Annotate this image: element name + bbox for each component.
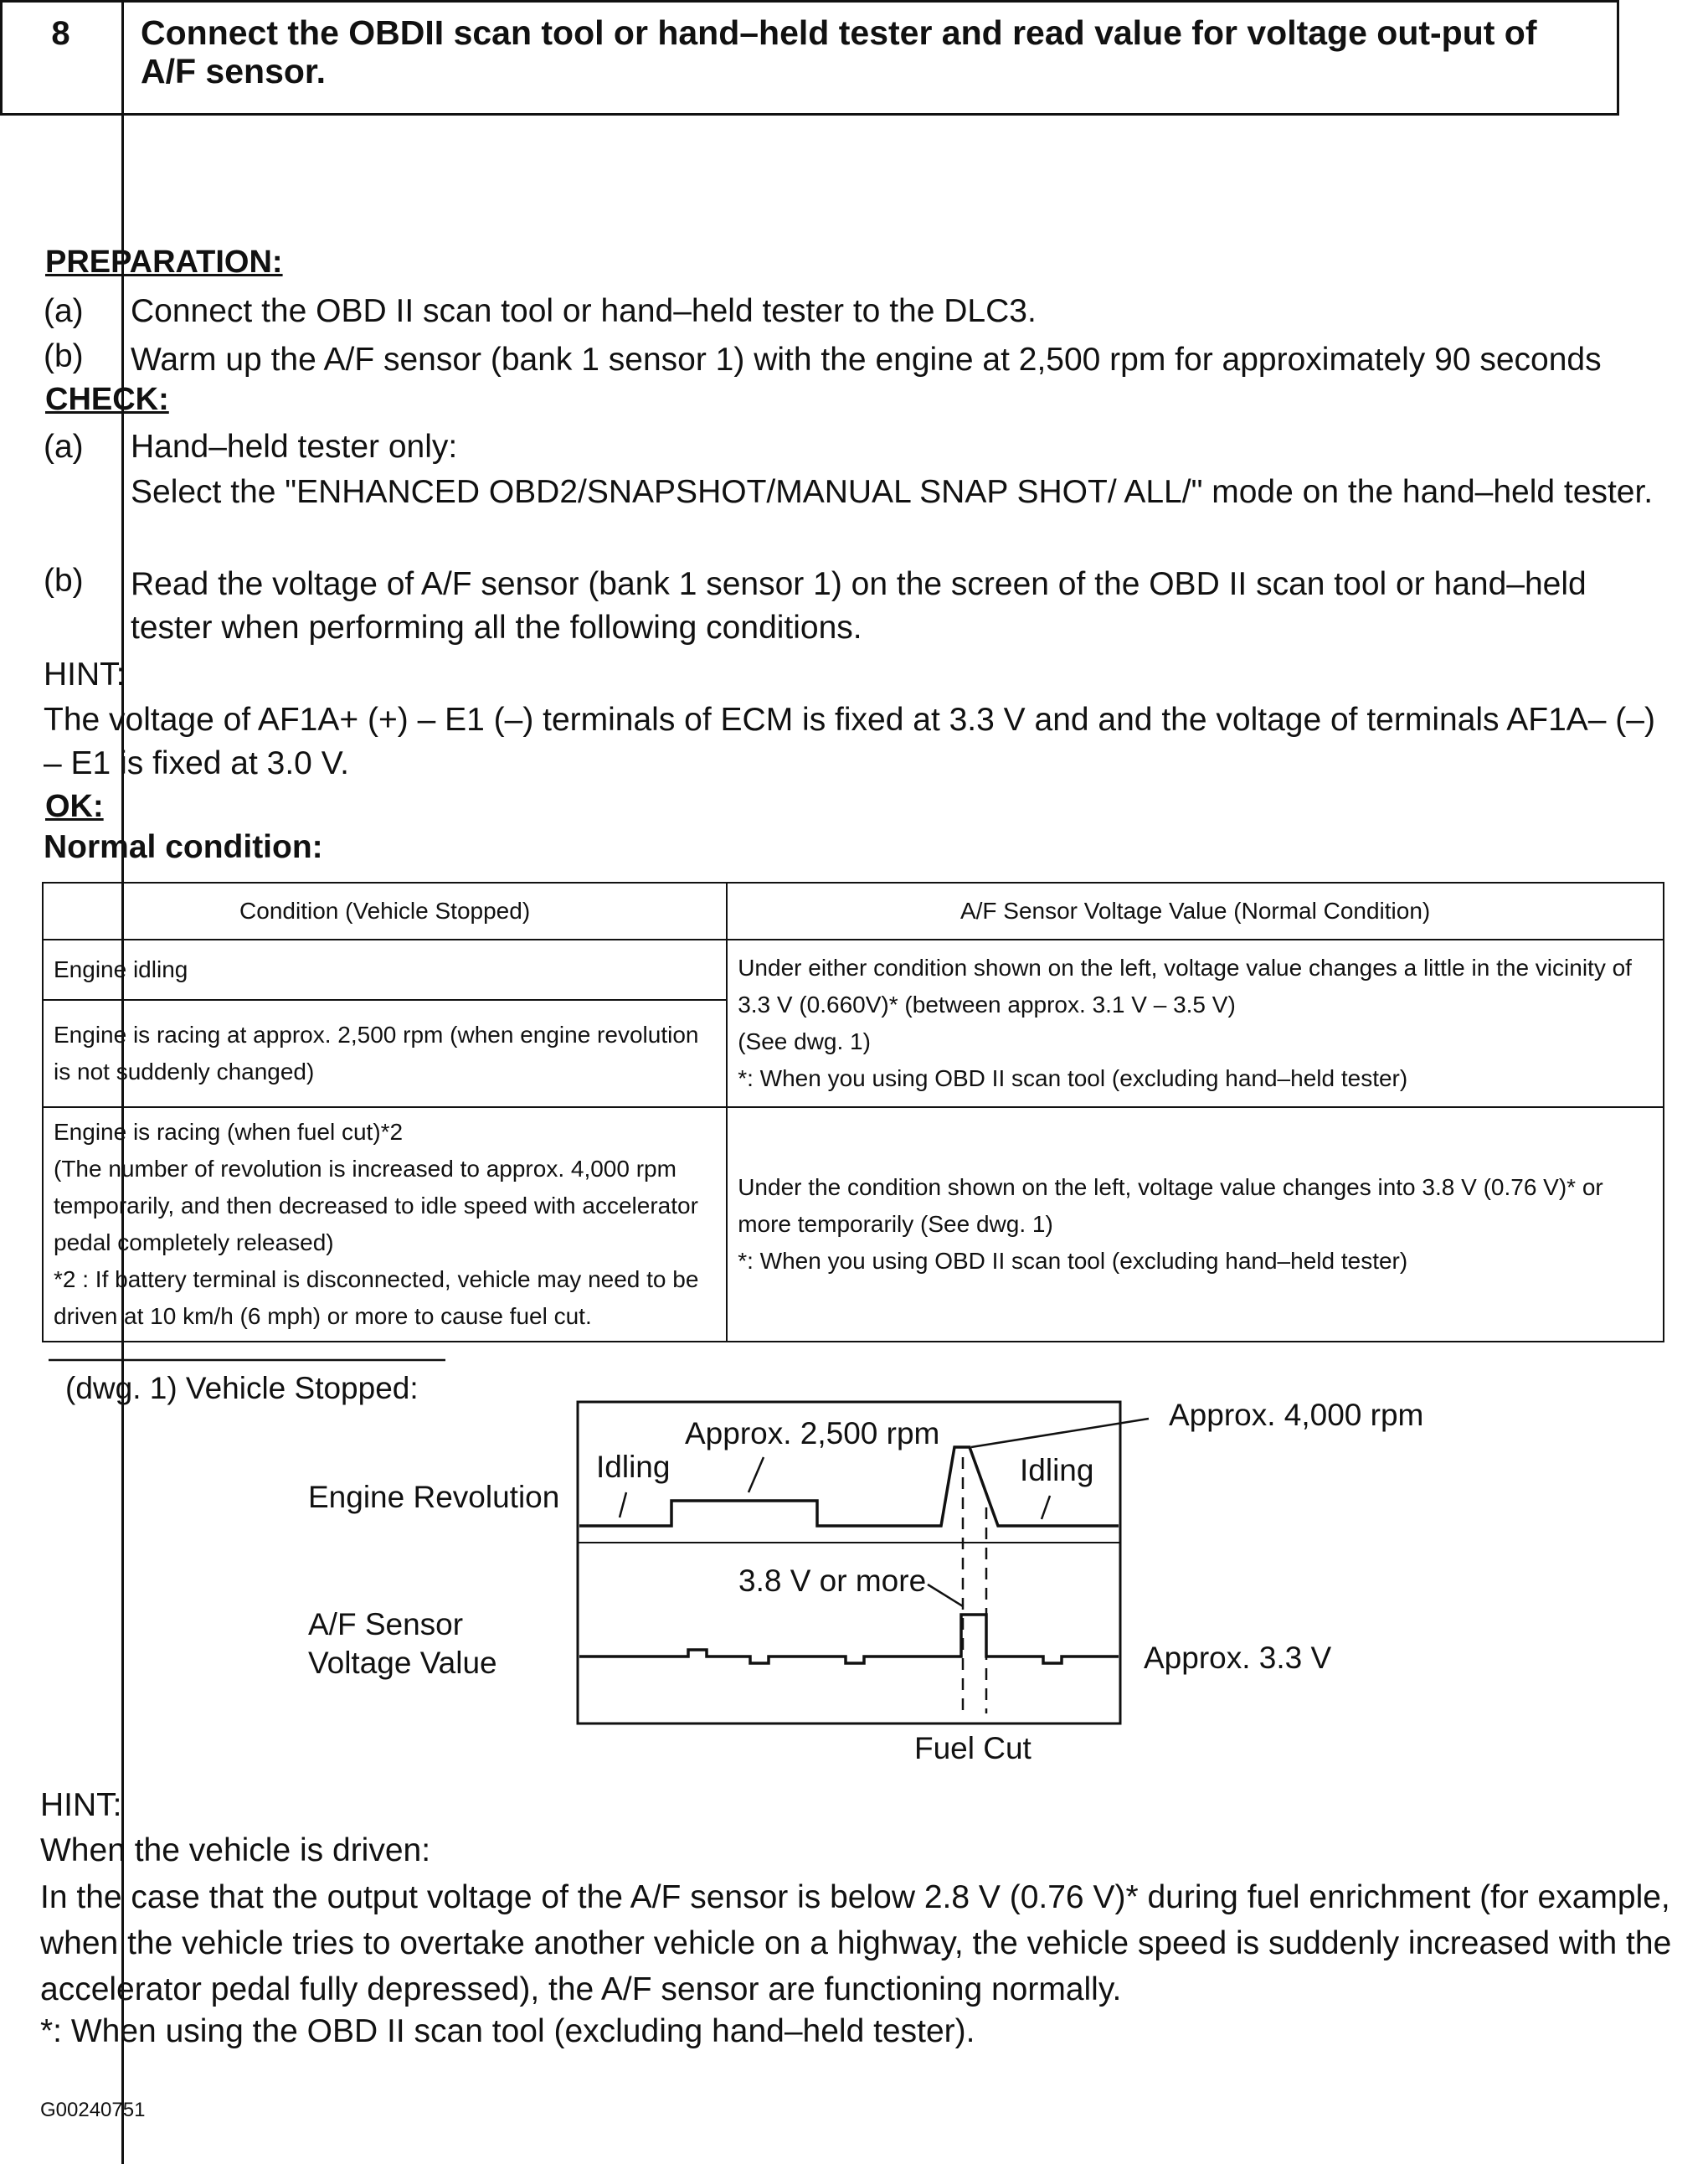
document-id: G00240751	[40, 2099, 146, 2121]
fuel-cut-label: Fuel Cut	[914, 1731, 1031, 1765]
drawing-1	[0, 1340, 1708, 1775]
af-voltage-label: Voltage Value	[308, 1646, 497, 1680]
leader-2500rpm	[749, 1457, 764, 1492]
normal-condition-heading: Normal condition:	[44, 829, 323, 865]
hint2-footnote: *: When using the OBD II scan tool (excluding hand–held tester).	[40, 2013, 975, 2049]
value-line: Under the condition shown on the left, voltage value changes into 3.8 V (0.76 V)* or more temporarily (See dwg. 1)	[738, 1174, 1603, 1237]
voltage-3-8-label: 3.8 V or more	[738, 1564, 927, 1598]
rpm-4000-label: Approx. 4,000 rpm	[1169, 1398, 1424, 1432]
idling-left-label: Idling	[596, 1450, 671, 1484]
check-a-text: Hand–held tester only:	[131, 429, 458, 465]
table-row	[43, 940, 1664, 1000]
condition-line: Engine is racing (when fuel cut)*2	[54, 1119, 404, 1145]
step-title: Connect the OBDII scan tool or hand–held tester and read value for voltage out-put of A/F sensor.	[141, 13, 1537, 90]
value-line: (See dwg. 1)	[738, 1028, 871, 1054]
engine-revolution-label: Engine Revolution	[308, 1480, 560, 1514]
check-b-label: (b)	[44, 563, 84, 599]
hint1-text: The voltage of AF1A+ (+) – E1 (–) terminals of ECM is fixed at 3.3 V and and the voltage of terminals AF1A– (–) – E1 is fixed at 3.0 V.	[44, 702, 1655, 781]
table-row	[43, 1107, 1664, 1342]
step-number: 8	[0, 0, 124, 2164]
prep-a-text: Connect the OBD II scan tool or hand–held tester to the DLC3.	[131, 293, 1037, 329]
table-cell-condition: Engine is racing at approx. 2,500 rpm (when engine revolution is not suddenly changed)	[43, 1000, 727, 1107]
leader-idling-right	[1042, 1496, 1050, 1519]
ok-heading: OK:	[45, 789, 104, 824]
condition-line: (The number of revolution is increased to approx. 4,000 rpm temporarily, and then decreased to idle speed with accelerator pedal completely released)	[54, 1156, 698, 1255]
leader-4000rpm	[971, 1419, 1149, 1447]
leader-idling-left	[620, 1492, 626, 1517]
value-line: *: When you using OBD II scan tool (excluding hand–held tester)	[738, 1065, 1408, 1091]
drawing-caption: (dwg. 1) Vehicle Stopped:	[65, 1371, 419, 1405]
condition-line: *2 : If battery terminal is disconnected, vehicle may need to be driven at 10 km/h (6 mph) or more to cause fuel cut.	[54, 1266, 699, 1329]
table-cell-value	[727, 940, 1664, 1107]
table-header-row	[43, 883, 1664, 940]
value-line: *: When you using OBD II scan tool (excluding hand–held tester)	[738, 1248, 1408, 1274]
leader-3-8v	[928, 1584, 963, 1606]
check-b-text: Read the voltage of A/F sensor (bank 1 sensor 1) on the screen of the OBD II scan tool or hand–held tester when performing all the following conditions.	[131, 566, 1587, 646]
preparation-heading: PREPARATION:	[45, 245, 283, 280]
condition-table	[42, 882, 1664, 1342]
idling-right-label: Idling	[1020, 1453, 1094, 1487]
hint2-heading: HINT:	[40, 1787, 122, 1823]
table-cell-condition: Engine idling	[43, 940, 727, 1000]
af-voltage-trace	[579, 1615, 1119, 1663]
hint2-line1: When the vehicle is driven:	[40, 1832, 431, 1868]
value-line: Under either condition shown on the left, voltage value changes a little in the vicinity of 3.3 V (0.660V)* (between approx. 3.1 V – 3.5 V)	[738, 955, 1632, 1018]
af-sensor-label: A/F Sensor	[308, 1607, 464, 1641]
step-header-box	[0, 0, 1619, 116]
check-heading: CHECK:	[45, 382, 169, 417]
prep-a-label: (a)	[44, 293, 84, 329]
table-cell-condition	[43, 1107, 727, 1342]
check-a-label: (a)	[44, 429, 84, 465]
rpm-2500-label: Approx. 2,500 rpm	[685, 1416, 940, 1450]
prep-b-label: (b)	[44, 338, 84, 374]
table-header-value: A/F Sensor Voltage Value (Normal Condition)	[727, 883, 1664, 940]
hint1-heading: HINT:	[44, 657, 126, 693]
hint2-text: In the case that the output voltage of the A/F sensor is below 2.8 V (0.76 V)* during fuel enrichment (for example, when the vehicle tries to overtake another vehicle on a highway, the vehicle speed is suddenly increased with the accelerator pedal fully depressed), the A/F sensor are functioning normally.	[40, 1879, 1672, 2007]
table-cell-value	[727, 1107, 1664, 1342]
voltage-3-3-label: Approx. 3.3 V	[1144, 1641, 1332, 1675]
check-a-text2: Select the "ENHANCED OBD2/SNAPSHOT/MANUAL SNAP SHOT/ ALL/" mode on the hand–held tester.	[131, 474, 1654, 510]
prep-b-text: Warm up the A/F sensor (bank 1 sensor 1) with the engine at 2,500 rpm for approximately 90 seconds	[131, 342, 1602, 378]
table-header-condition: Condition (Vehicle Stopped)	[43, 883, 727, 940]
